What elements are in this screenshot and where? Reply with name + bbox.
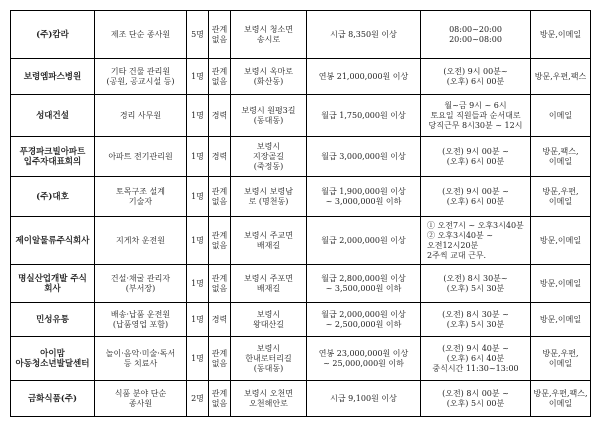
work-hours-cell: (오전) 9시 00분~ (오후) 6시 00분 bbox=[421, 59, 531, 95]
wage-cell: 월급 1,750,000원 이상 bbox=[307, 95, 421, 137]
experience-cell: 관계 없음 bbox=[209, 381, 231, 417]
work-hours-cell: (오전) 9시 40분 ~ (오후) 6시 40분 중식시간 11:30~13:00 bbox=[421, 337, 531, 381]
work-hours-cell: ① 오전7시 ~ 오후3시40분 ② 오후3시40분 ~ 오전12시20분 2주씩 교대 근무. bbox=[421, 217, 531, 265]
table-row bbox=[11, 11, 591, 59]
company-name-cell: (주)대호 bbox=[11, 177, 95, 217]
company-name-cell: 제이알물류주식회사 bbox=[11, 217, 95, 265]
company-name-cell: 명실산업개발 주식 회사 bbox=[11, 265, 95, 303]
wage-cell: 연봉 21,000,000원 이상 bbox=[307, 59, 421, 95]
application-method-cell: 방문,이메일 bbox=[531, 217, 591, 265]
table-row bbox=[11, 177, 591, 217]
work-location-cell: 보령시 오천면 오천해안로 bbox=[231, 381, 307, 417]
work-location-cell: 보령시 청소면 송시로 bbox=[231, 11, 307, 59]
application-method-cell: 방문,이메일 bbox=[531, 11, 591, 59]
work-hours-cell: 08:00~20:00 20:00~08:00 bbox=[421, 11, 531, 59]
company-name-cell: 성대건설 bbox=[11, 95, 95, 137]
work-hours-cell: (오전) 9시 00분 ~ (오후) 6시 00분 bbox=[421, 137, 531, 177]
experience-cell: 관계 없음 bbox=[209, 59, 231, 95]
job-title-cell: 토목구조 설계 기술자 bbox=[95, 177, 187, 217]
experience-cell: 관계 없음 bbox=[209, 337, 231, 381]
company-name-cell: (주)캄라 bbox=[11, 11, 95, 59]
job-title-cell: 배송·납품 운전원 (납품영업 포함) bbox=[95, 303, 187, 337]
table-row bbox=[11, 217, 591, 265]
work-hours-cell: (오전) 8시 30분~ (오후) 5시 30분 bbox=[421, 265, 531, 303]
wage-cell: 월급 1,900,000원 이상 ~ 3,000,000원 이하 bbox=[307, 177, 421, 217]
job-title-cell: 식품 분야 단순 종사원 bbox=[95, 381, 187, 417]
wage-cell: 월급 3,000,000원 이상 bbox=[307, 137, 421, 177]
job-title-cell: 놀이·음악·미술·독서 등 치료사 bbox=[95, 337, 187, 381]
work-hours-cell: (오전) 9시 00분 ~ (오후) 6시 00분 bbox=[421, 177, 531, 217]
headcount-cell: 1명 bbox=[187, 95, 209, 137]
application-method-cell: 방문,팩스, 이메일 bbox=[531, 137, 591, 177]
headcount-cell: 1명 bbox=[187, 337, 209, 381]
wage-cell: 월급 2,000,000원 이상 ~ 2,500,000원 이하 bbox=[307, 303, 421, 337]
application-method-cell: 방문,우편,팩스, 이메일 bbox=[531, 381, 591, 417]
application-method-cell: 방문,이메일 bbox=[531, 303, 591, 337]
wage-cell: 연봉 23,000,000원 이상 ~ 25,000,000원 이하 bbox=[307, 337, 421, 381]
experience-cell: 경력 bbox=[209, 95, 231, 137]
application-method-cell: 방문,우편,팩스 bbox=[531, 59, 591, 95]
work-location-cell: 보령시 주교면 배재길 bbox=[231, 217, 307, 265]
application-method-cell: 이메일 bbox=[531, 95, 591, 137]
job-title-cell: 제조 단순 종사원 bbox=[95, 11, 187, 59]
headcount-cell: 1명 bbox=[187, 217, 209, 265]
work-hours-cell: (오전) 8시 30분 ~ (오후) 5시 30분 bbox=[421, 303, 531, 337]
work-hours-cell: (오전) 8시 00분 ~ (오후) 5시 00분 bbox=[421, 381, 531, 417]
table-row bbox=[11, 137, 591, 177]
table-row bbox=[11, 95, 591, 137]
experience-cell: 경력 bbox=[209, 303, 231, 337]
company-name-cell: 보령엠파스병원 bbox=[11, 59, 95, 95]
company-name-cell: 민성유통 bbox=[11, 303, 95, 337]
application-method-cell: 방문,이메일 bbox=[531, 265, 591, 303]
headcount-cell: 2명 bbox=[187, 381, 209, 417]
job-title-cell: 기타 건물 관리원 (공원, 공교시설 등) bbox=[95, 59, 187, 95]
job-title-cell: 건설·채굴 관리자 (부서장) bbox=[95, 265, 187, 303]
wage-cell: 시급 9,100원 이상 bbox=[307, 381, 421, 417]
headcount-cell: 1명 bbox=[187, 303, 209, 337]
headcount-cell: 1명 bbox=[187, 177, 209, 217]
experience-cell: 관계 없음 bbox=[209, 217, 231, 265]
wage-cell: 월급 2,800,000원 이상 ~ 3,500,000원 이하 bbox=[307, 265, 421, 303]
work-location-cell: 보령시 한내로터리길 (동대동) bbox=[231, 337, 307, 381]
experience-cell: 관계 없음 bbox=[209, 11, 231, 59]
work-location-cell: 보령시 원평3길 (동대동) bbox=[231, 95, 307, 137]
table-row bbox=[11, 337, 591, 381]
work-location-cell: 보령시 보령남 로 (명천동) bbox=[231, 177, 307, 217]
work-location-cell: 보령시 지장골길 (죽정동) bbox=[231, 137, 307, 177]
table-row bbox=[11, 265, 591, 303]
wage-cell: 시급 8,350원 이상 bbox=[307, 11, 421, 59]
table-row bbox=[11, 381, 591, 417]
company-name-cell: 금화식품(주) bbox=[11, 381, 95, 417]
job-title-cell: 경리 사무원 bbox=[95, 95, 187, 137]
work-location-cell: 보령시 옥마로 (화산동) bbox=[231, 59, 307, 95]
job-listings-table bbox=[10, 10, 591, 417]
table-row bbox=[11, 59, 591, 95]
company-name-cell: 푸경파크빌아파트 입주자대표회의 bbox=[11, 137, 95, 177]
application-method-cell: 방문,우편, 이메일 bbox=[531, 337, 591, 381]
experience-cell: 관계 없음 bbox=[209, 265, 231, 303]
wage-cell: 월급 2,000,000원 이상 bbox=[307, 217, 421, 265]
job-title-cell: 지게차 운전원 bbox=[95, 217, 187, 265]
company-name-cell: 아이맘 아동청소년발달센터 bbox=[11, 337, 95, 381]
experience-cell: 관계 없음 bbox=[209, 177, 231, 217]
job-title-cell: 아파트 전기관리원 bbox=[95, 137, 187, 177]
work-location-cell: 보령시 주포면 배재길 bbox=[231, 265, 307, 303]
headcount-cell: 1명 bbox=[187, 59, 209, 95]
experience-cell: 경력 bbox=[209, 137, 231, 177]
work-location-cell: 보령시 왕대산길 bbox=[231, 303, 307, 337]
headcount-cell: 5명 bbox=[187, 11, 209, 59]
headcount-cell: 1명 bbox=[187, 265, 209, 303]
application-method-cell: 방문,우편, 이메일 bbox=[531, 177, 591, 217]
headcount-cell: 1명 bbox=[187, 137, 209, 177]
table-row bbox=[11, 303, 591, 337]
work-hours-cell: 월~금 9시 ~ 6시 토요일 직원들과 순서대로 당직근무 8시30분 ~ 12시 bbox=[421, 95, 531, 137]
